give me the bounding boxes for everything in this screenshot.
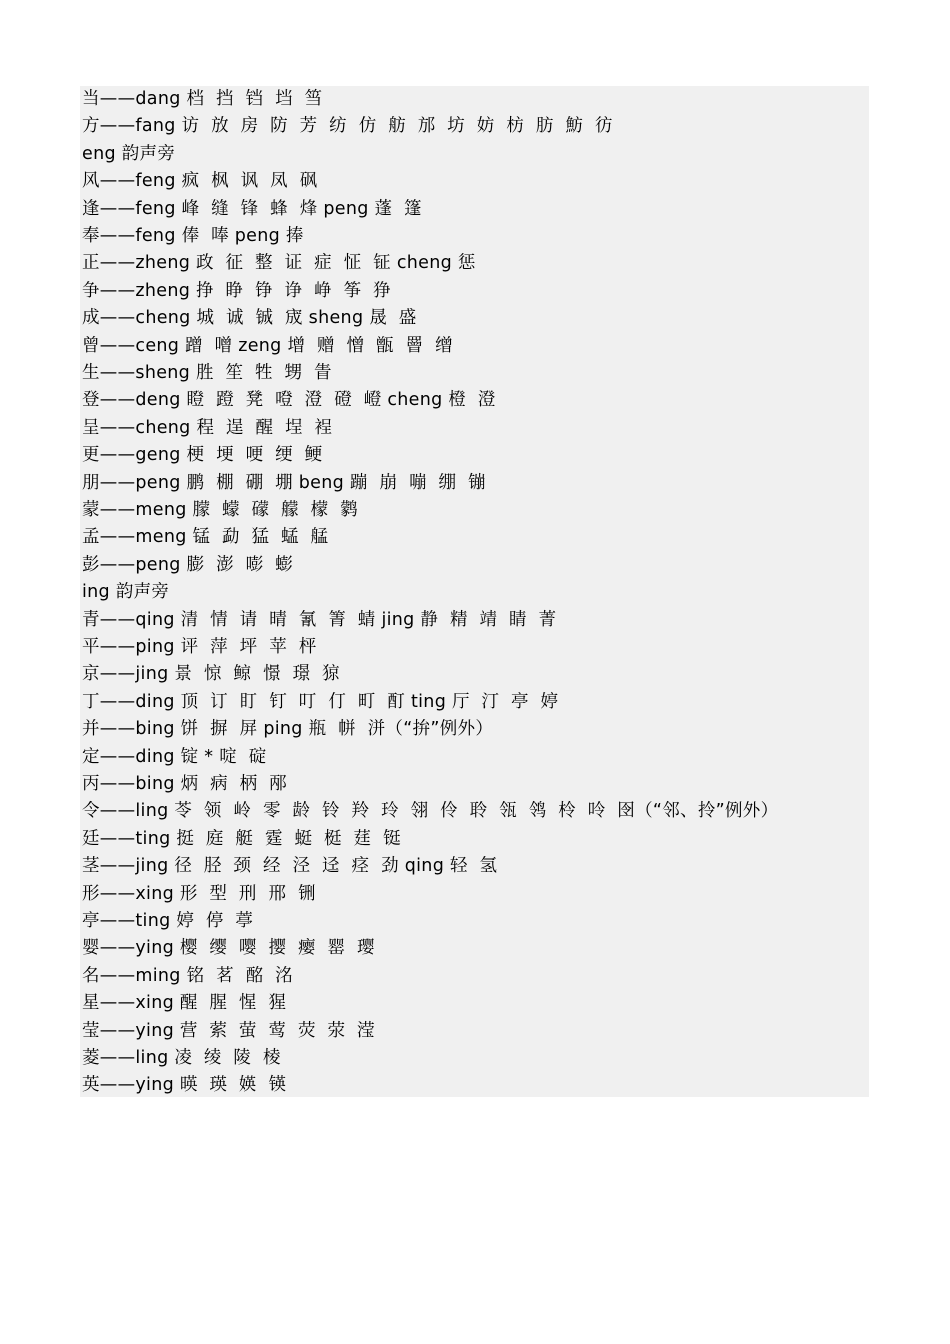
text-line: 生——sheng 胜 笙 牲 甥 眚: [82, 363, 332, 383]
text-line: 丁——ding 顶 订 盯 钉 叮 仃 町 酊 ting 厅 汀 亭 婷: [82, 691, 559, 712]
text-line: 并——bing 饼 摒 屏 ping 瓶 帡 洴（“拚”例外）: [82, 719, 494, 740]
text-line: 廷——ting 挺 庭 艇 霆 蜓 梃 莛 铤: [82, 828, 401, 849]
text-line: 奉——feng 俸 唪 peng 捧: [82, 226, 304, 246]
text-line: 彭——peng 膨 澎 嘭 蟛: [82, 554, 293, 575]
text-line: 青——qing 清 情 请 晴 氰 箐 蜻 jing 静 精 靖 睛 菁: [82, 609, 557, 630]
text-line: 亭——ting 婷 停 葶: [82, 911, 254, 931]
text-line: 正——zheng 政 征 整 证 症 怔 钲 cheng 惩: [82, 253, 476, 274]
text-line: 呈——cheng 程 逞 醒 埕 裎: [82, 417, 333, 438]
text-line: 星——xing 醒 腥 惺 猩: [82, 993, 287, 1014]
section-heading: ing 韵声旁: [82, 582, 170, 603]
text-line: 定——ding 锭 * 啶 碇: [82, 746, 267, 767]
text-line: 逢——feng 峰 缝 锋 蜂 烽 peng 蓬 篷: [82, 198, 422, 219]
text-line: 丙——bing 炳 病 柄 邴: [82, 774, 288, 794]
text-line: 曾——ceng 蹭 噌 zeng 增 赠 憎 甑 罾 缯: [82, 335, 453, 356]
text-line: 平——ping 评 萍 坪 苹 枰: [82, 637, 317, 657]
text-line: 当——dang 档 挡 铛 垱 筜: [82, 89, 323, 109]
text-line: 蒙——meng 朦 蠓 礞 艨 檬 鹲: [82, 500, 358, 520]
text-line: 莹——ying 营 萦 萤 莺 荧 荥 滢: [82, 1020, 375, 1041]
text-line: 更——geng 梗 埂 哽 绠 鲠: [82, 445, 323, 466]
text-line: 朋——peng 鹏 棚 硼 堋 beng 蹦 崩 嘣 绷 镚: [82, 472, 486, 493]
text-line: 婴——ying 樱 缨 嘤 撄 瘿 罂 璎: [82, 938, 375, 959]
text-line: 风——feng 疯 枫 讽 凤 砜: [82, 171, 318, 192]
text-line: 名——ming 铭 茗 酩 洺: [82, 965, 293, 986]
text-line: 茎——jing 径 胫 颈 经 泾 迳 痉 劲 qing 轻 氢: [82, 856, 498, 877]
text-line: 京——jing 景 惊 鲸 憬 璟 猄: [82, 664, 340, 685]
text-line: 英——ying 暎 瑛 媖 锳: [82, 1075, 287, 1096]
text-line: 孟——meng 锰 勐 猛 蜢 艋: [82, 527, 329, 548]
text-line: 登——deng 瞪 蹬 凳 噔 澄 磴 嶝 cheng 橙 澄: [82, 390, 496, 411]
text-line: 成——cheng 城 诚 铖 宬 sheng 晟 盛: [82, 308, 417, 329]
section-heading: eng 韵声旁: [82, 143, 176, 164]
text-line: 令——ling 苓 领 岭 零 龄 铃 羚 玲 翎 伶 聆 瓴 鸰 柃 呤 囹（“邻、拎”例外）: [82, 801, 779, 822]
text-line: 方——fang 访 放 房 防 芳 纺 仿 舫 邡 坊 妨 枋 肪 魴 彷: [82, 116, 613, 137]
document-body: [80, 86, 869, 1097]
text-line: 菱——ling 凌 绫 陵 棱: [82, 1048, 281, 1068]
text-line: 形——xing 形 型 刑 邢 铏: [82, 883, 316, 904]
text-line: 争——zheng 挣 睁 铮 诤 峥 筝 狰: [82, 280, 391, 301]
